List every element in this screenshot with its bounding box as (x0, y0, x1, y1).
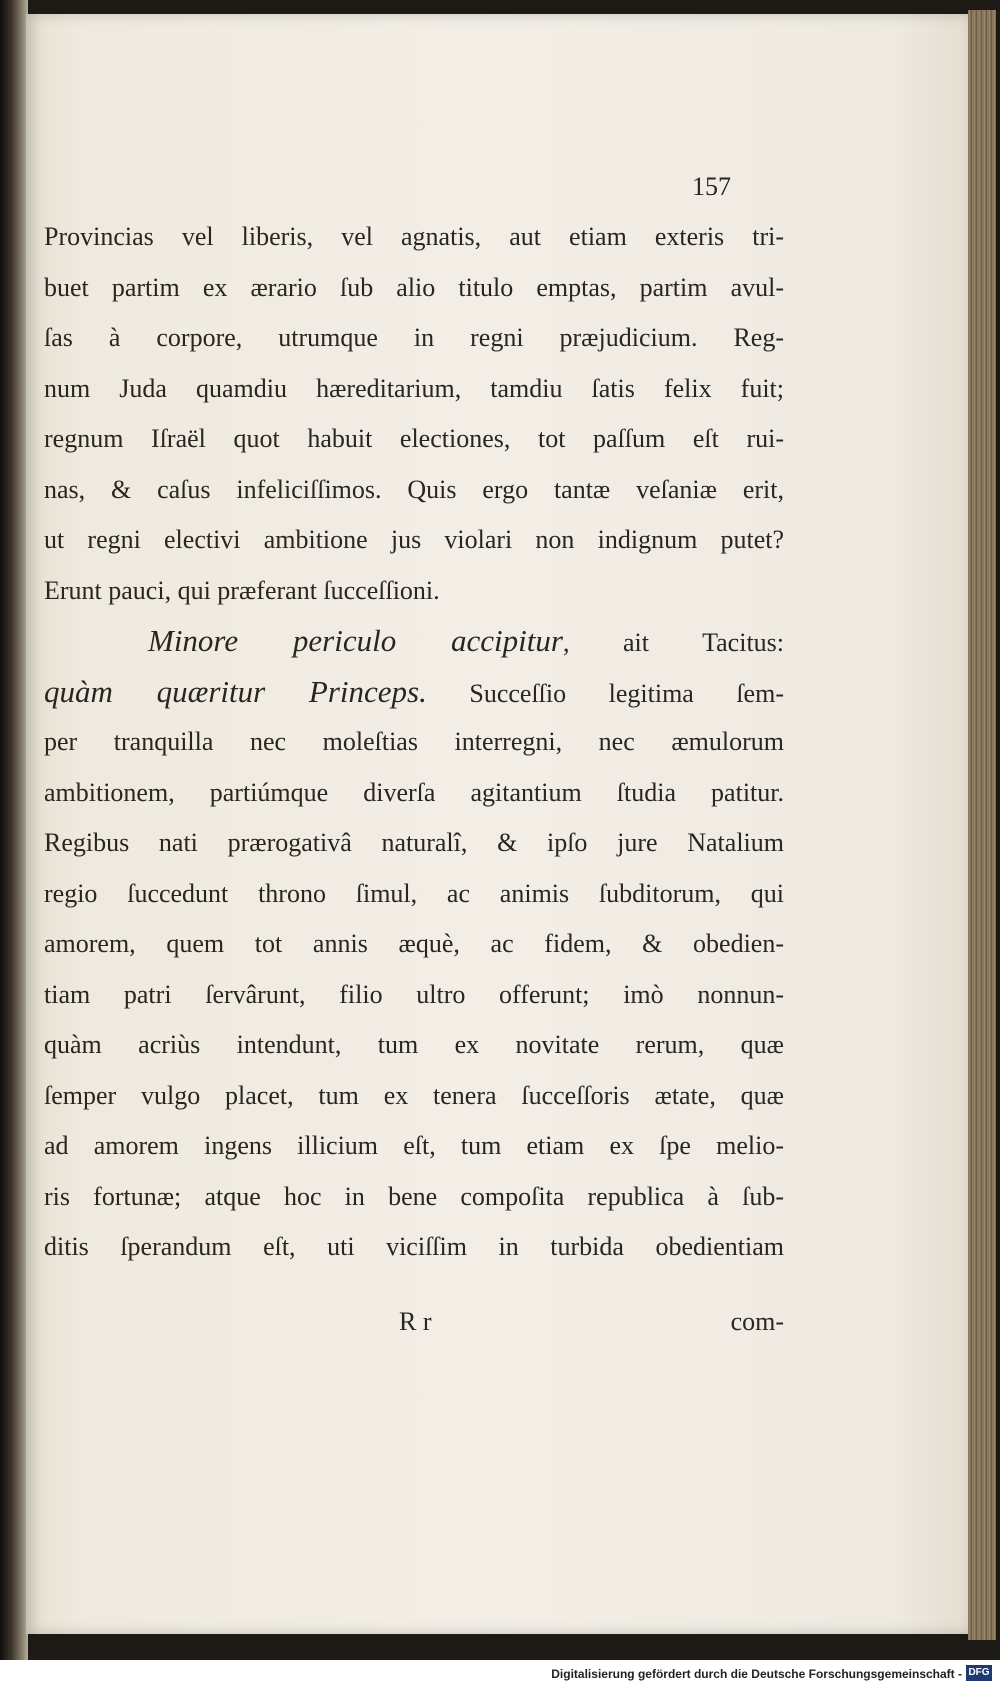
signature-mark: R r (399, 1307, 432, 1336)
text-line: ris fortunæ; atque hoc in bene compoſita republica à ſub- (44, 1181, 784, 1211)
left-page-edge (0, 0, 28, 1660)
text-line: num Juda quamdiu hæreditarium, tamdiu ſatis felix fuit; (44, 373, 784, 403)
text-line: quàm quæritur Princeps. Succeſſio legitima ſem- (44, 673, 784, 709)
dfg-logo-icon: DFG (966, 1665, 992, 1681)
text-line: Regibus nati prærogativâ naturalî, & ipſo jure Natalium (44, 828, 784, 857)
credit-text: Digitalisierung gefördert durch die Deutsche Forschungsgemeinschaft - (551, 1667, 962, 1681)
italic-quote: Minore periculo accipitur (148, 623, 563, 658)
italic-quote: quàm quæritur Princeps. (44, 673, 427, 709)
text-line: per tranquilla nec moleſtias interregni, nec æmulorum (44, 727, 784, 756)
text-line: ditis ſperandum eſt, uti viciſſim in turbida obedientiam (44, 1232, 784, 1261)
text-line: tiam patri ſervârunt, filio ultro offerunt; imò nonnun- (44, 979, 784, 1009)
text-line: quàm acriùs intendunt, tum ex novitate rerum, quæ (44, 1030, 784, 1059)
text-line: amorem, quem tot annis æquè, ac fidem, & obedien- (44, 929, 784, 958)
page-number: 157 (692, 172, 731, 201)
text-line: ambitionem, partiúmque diverſa agitantium ſtudia patitur. (44, 777, 784, 807)
text-line: ad amorem ingens illicium eſt, tum etiam ex ſpe melio- (44, 1131, 784, 1160)
text-line: regio ſuccedunt throno ſimul, ac animis ſubditorum, qui (44, 878, 784, 908)
text-line: ut regni electivi ambitione jus violari non indignum putet? (44, 525, 784, 554)
text-line: buet partim ex ærario ſub alio titulo emptas, partim avul- (44, 272, 784, 302)
text-line: Minore periculo accipitur, ait Tacitus: (148, 623, 784, 658)
text-line: Provincias vel liberis, vel agnatis, aut etiam exteris tri- (44, 222, 784, 251)
page-edges (968, 10, 996, 1640)
text-line: ſemper vulgo placet, tum ex tenera ſucceſſoris ætate, quæ (44, 1080, 784, 1110)
text-line: Erunt pauci, qui præferant ſucceſſioni. (44, 575, 440, 605)
page-footer (44, 1307, 784, 1347)
body-text (44, 212, 784, 1273)
text-line: regnum Iſraël quot habuit electiones, tot paſſum eſt rui- (44, 424, 784, 453)
text-line: nas, & caſus infeliciſſimos. Quis ergo tantæ veſaniæ erit, (44, 474, 784, 504)
text-line: ſas à corpore, utrumque in regni præjudicium. Reg- (44, 323, 784, 352)
catchword: com- (730, 1307, 784, 1336)
